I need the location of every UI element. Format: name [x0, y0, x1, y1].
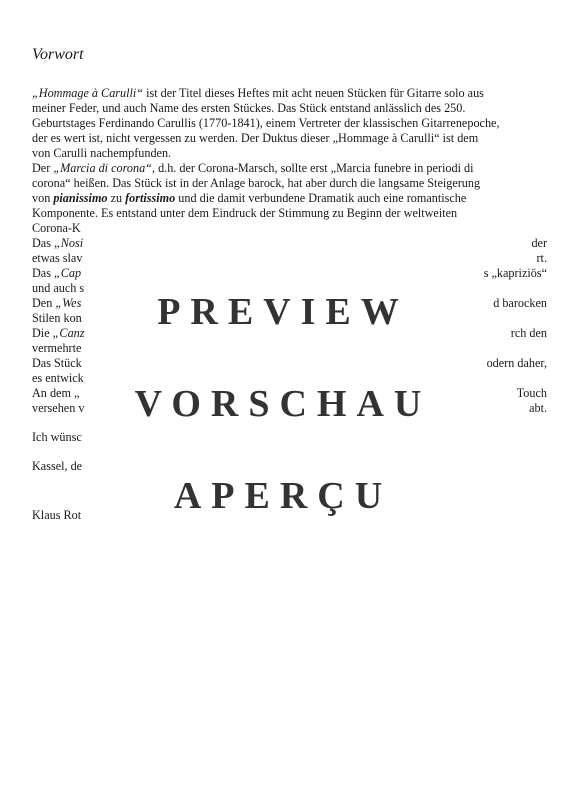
text-fragment: etwas slav — [32, 251, 83, 265]
text-fragment: rch den — [510, 326, 547, 340]
text-line: Geburtstages Ferdinando Carullis (1770-1841), einem Vertreter der klassischen Gitarrenepoche, — [32, 116, 500, 130]
text-line — [32, 161, 547, 176]
watermark-apercu: APERÇU — [173, 475, 393, 517]
text-fragment: odern daher, — [486, 356, 547, 370]
text-fragment: Das Stück — [32, 356, 82, 370]
text-line: vermehrte — [32, 341, 82, 355]
text-fragment: An dem „ — [32, 386, 80, 400]
text-fragment: Der — [32, 161, 54, 175]
text-line: es entwick — [32, 371, 84, 385]
preview-watermark-overlay — [86, 236, 480, 562]
piece-title-nosi: „Nosi — [54, 236, 84, 250]
watermark-vorschau: VORSCHAU — [134, 383, 432, 425]
piece-title-wes: „Wes — [55, 296, 82, 310]
text-fragment: der — [531, 236, 547, 250]
page-title: Vorwort — [32, 46, 84, 63]
signature-line: Klaus Rot — [32, 508, 82, 522]
text-line: Corona-K — [32, 221, 81, 235]
piece-title-hommage: „Hommage à Carulli“ — [32, 86, 144, 100]
text-line: meiner Feder, und auch Name des ersten Stückes. Das Stück entstand anlässlich des 250. — [32, 101, 466, 115]
text-line: corona“ heißen. Das Stück ist in der Anlage barock, hat aber durch die langsame Steigerung — [32, 176, 481, 190]
piece-title-marcia: „Marcia di corona“ — [53, 161, 152, 175]
text-line: Ich wünsc — [32, 430, 82, 444]
text-fragment: , d.h. der Corona-Marsch, sollte erst „Marcia funebre in periodi di — [151, 161, 474, 175]
text-line: von Carulli nachempfunden. — [32, 146, 172, 160]
text-fragment: rt. — [536, 251, 547, 265]
dynamic-fortissimo: fortissimo — [125, 191, 176, 205]
text-line: der es wert ist, nicht vergessen zu werden. Der Duktus dieser „Hommage à Carulli“ ist dem — [32, 131, 479, 145]
text-line — [32, 191, 547, 206]
text-fragment: von — [32, 191, 54, 205]
text-line: Kassel, de — [32, 459, 83, 473]
watermark-preview: PREVIEW — [157, 291, 409, 333]
piece-title-canz: „Canz — [52, 326, 85, 340]
text-fragment: abt. — [529, 401, 547, 415]
text-fragment: Das — [32, 266, 55, 280]
text-fragment: Das — [32, 236, 55, 250]
text-line: Stilen kon — [32, 311, 82, 325]
text-fragment: Den — [32, 296, 56, 310]
text-fragment: Touch — [516, 386, 547, 400]
text-fragment: s „kapriziös“ — [483, 266, 547, 280]
text-line: und auch s — [32, 281, 85, 295]
text-fragment: zu — [107, 191, 126, 205]
dynamic-pianissimo: pianissimo — [53, 191, 108, 205]
text-line — [32, 86, 547, 101]
text-fragment: und die damit verbundene Dramatik auch eine romantische — [175, 191, 467, 205]
text-line: Komponente. Es entstand unter dem Eindruck der Stimmung zu Beginn der weltweiten — [32, 206, 458, 220]
text-fragment: Die — [32, 326, 53, 340]
text-fragment: d barocken — [493, 296, 547, 310]
piece-title-cap: „Cap — [54, 266, 82, 280]
text-fragment: versehen v — [32, 401, 85, 415]
text-fragment: ist der Titel dieses Heftes mit acht neuen Stücken für Gitarre solo aus — [143, 86, 484, 100]
